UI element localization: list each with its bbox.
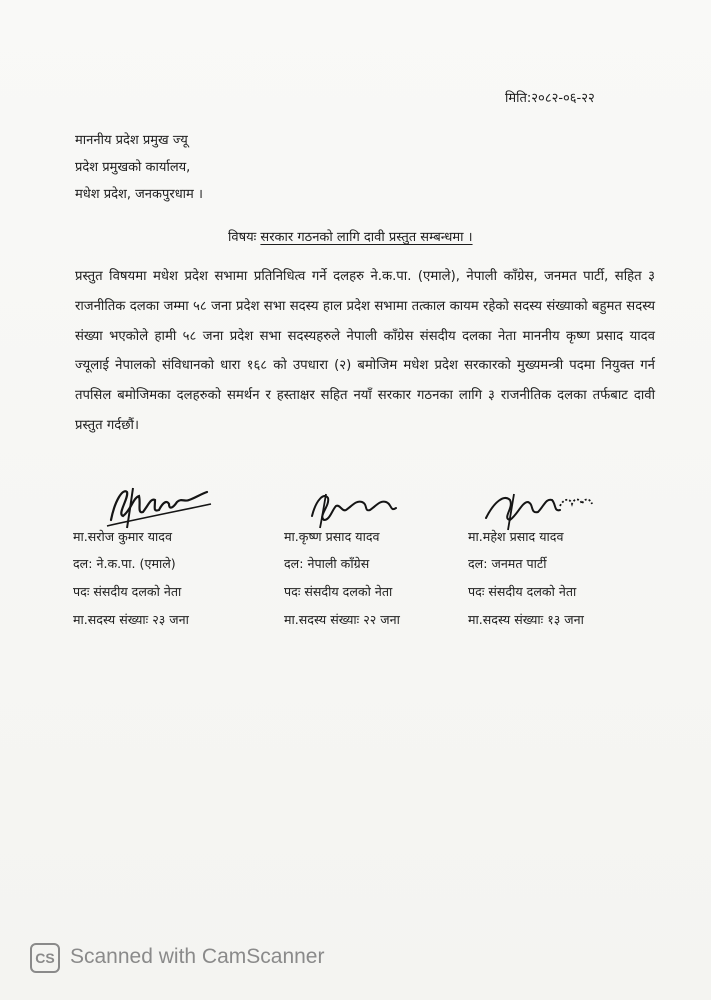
signatory-1-name: मा.सरोज कुमार यादव xyxy=(73,529,172,544)
signatory-2-name: मा.कृष्ण प्रसाद यादव xyxy=(284,529,380,544)
signature-3-image xyxy=(480,484,600,532)
signatory-2-members: मा.सदस्य संख्याः २२ जना xyxy=(284,612,400,627)
signatory-2-post: पदः संसदीय दलको नेता xyxy=(284,584,393,599)
subject-label: विषयः xyxy=(228,230,257,245)
signature-1-image xyxy=(103,480,213,530)
signatory-3-members: मा.सदस्य संख्याः १३ जना xyxy=(468,612,584,627)
signatory-block-2 xyxy=(284,528,454,638)
signatory-3-name: मा.महेश प्रसाद यादव xyxy=(468,529,564,544)
signatory-2-party: दल: नेपाली काँग्रेस xyxy=(284,556,370,571)
signatory-3-post: पदः संसदीय दलको नेता xyxy=(468,584,577,599)
subject-line xyxy=(228,227,473,245)
letter-body: प्रस्तुत विषयमा मधेश प्रदेश सभामा प्रतिनिधित्व गर्ने दलहरु ने.क.पा. (एमाले), नेपाली काँग्रेस, जनमत पार्टी, सहित ३ राजनीतिक दलका जम्मा ५८ जना प्रदेश सभा सदस्य हाल प्रदेश सभामा तत्काल कायम रहेको सदस्य संख्याको बहुमत सदस्य संख्या भएकोले हामी ५८ जना प्रदेश सभा सदस्यहरुले नेपाली काँग्रेस संसदीय दलका नेता माननीय कृष्ण प्रसाद यादव ज्यूलाई नेपालको संविधानको धारा १६८ को उपधारा (२) बमोजिम मधेश प्रदेश सरकारको मुख्यमन्त्री पदमा नियुक्त गर्न तपसिल बमोजिमका दलहरुको समर्थन र हस्ताक्षर सहित नयाँ सरकार गठनका लागि ३ राजनीतिक दलका तर्फबाट दावी प्रस्तुत गर्दछौं। xyxy=(75,269,655,433)
signatory-1-post: पदः संसदीय दलको नेता xyxy=(73,584,182,599)
signatory-3-party: दल: जनमत पार्टी xyxy=(468,556,547,571)
signatory-1-party: दल: ने.क.पा. (एमाले) xyxy=(73,556,176,571)
recipient-line-1: माननीय प्रदेश प्रमुख ज्यू xyxy=(75,133,188,148)
recipient-line-2: प्रदेश प्रमुखको कार्यालय, xyxy=(75,160,191,175)
document-date: मिति:२०८२-०६-२२ xyxy=(505,91,595,106)
signature-2-image xyxy=(306,486,406,530)
signatory-block-1 xyxy=(73,528,243,638)
signatory-block-3 xyxy=(468,528,638,638)
recipient-line-3: मधेश प्रदेश, जनकपुरधाम । xyxy=(75,187,203,202)
camscanner-watermark xyxy=(30,943,430,975)
signatory-1-members: मा.सदस्य संख्याः २३ जना xyxy=(73,612,189,627)
camscanner-text: Scanned with CamScanner xyxy=(70,945,325,968)
subject-text: सरकार गठनको लागि दावी प्रस्तुत सम्बन्धमा । xyxy=(260,230,473,245)
camscanner-logo-icon: CS xyxy=(30,943,60,973)
